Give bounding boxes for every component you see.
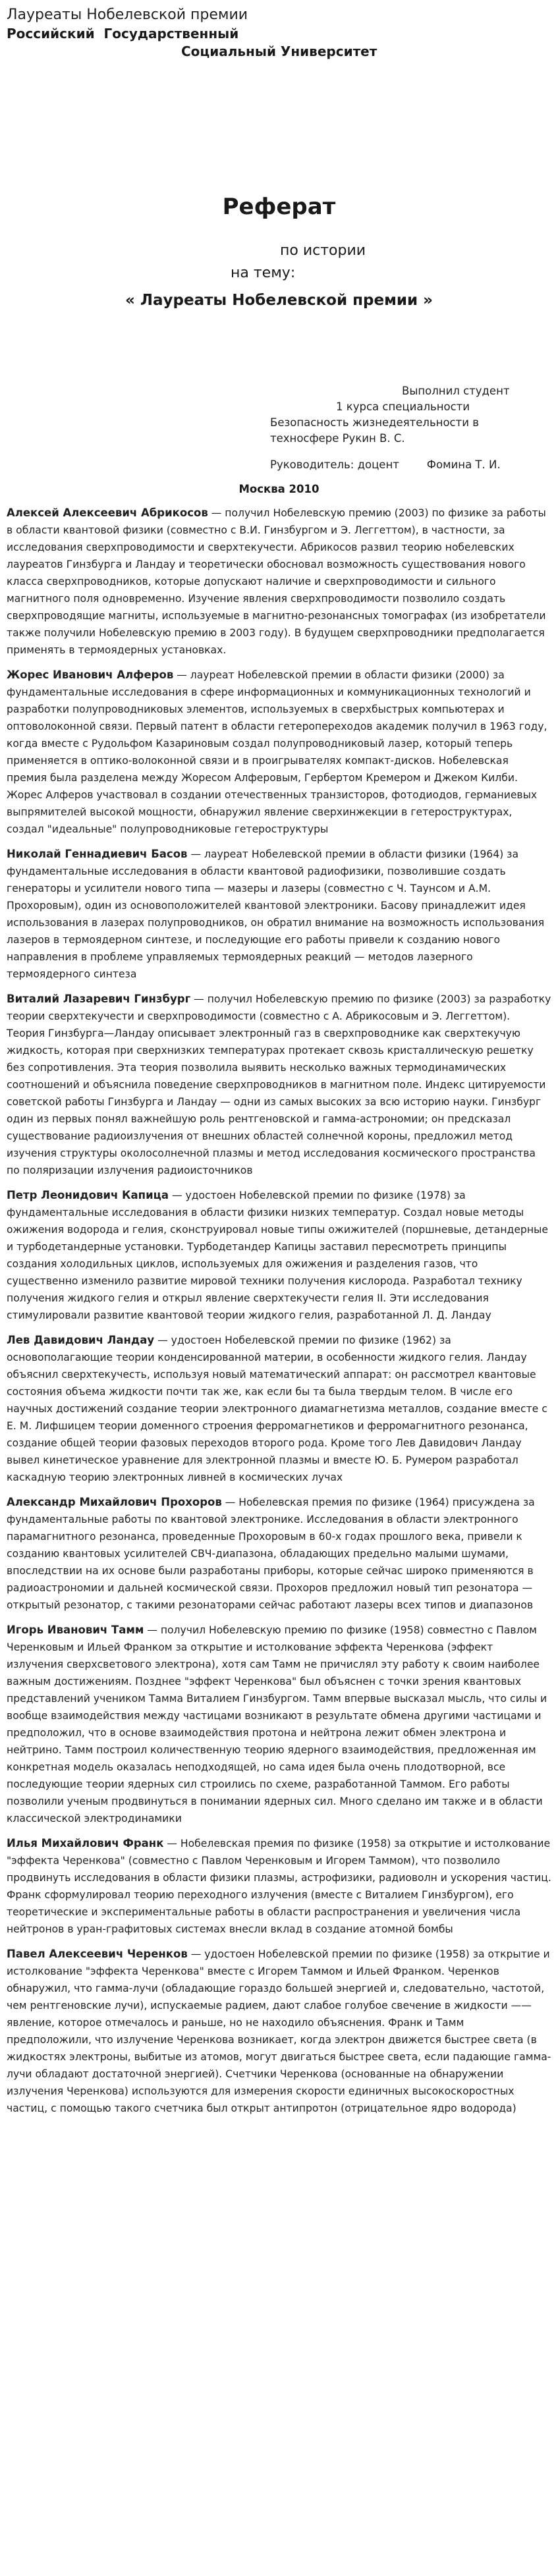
topic-label: на тему: bbox=[231, 265, 296, 281]
author-performed: Выполнил студент bbox=[402, 385, 510, 397]
laureate-name: Илья Михайлович Франк bbox=[7, 1837, 164, 1850]
city-year: Москва 2010 bbox=[238, 483, 320, 495]
university-name-line-1: Российский Государственный bbox=[7, 26, 239, 41]
report-subject: по истории bbox=[280, 242, 366, 259]
supervisor: Руководитель: доцент Фомина Т. И. bbox=[270, 458, 501, 471]
document-title: Лауреаты Нобелевской премии bbox=[7, 7, 248, 23]
laureate-description: — удостоен Нобелевской премии по физике (1962) за основополагающие теории конденсированной материи, в особенности жидкого гелия. Ландау объяснил сверхтекучесть, используя новый математический аппарат: он рассмотрел квантовые состояния объема жидкости почти так же, как если бы та была твердым телом. В числе его научных достижений создание теории электронного диамагнетизма металлов, создание вместе с Е. М. Лифшицем теории доменного строения ферромагнетиков и ферромагнитного резонанса, создание общей теории фазовых переходов второго рода. Кроме того Лев Давидович Ландау вывел кинетическое уравнение для электронной плазмы и вместе Ю. Б. Румером разработал каскадную теорию электронных ливней в космических лучах bbox=[7, 1334, 547, 1483]
laureate-paragraph bbox=[7, 505, 551, 659]
laureate-description: — лауреат Нобелевской премии в области физики (1964) за фундаментальные исследования в области квантовой радиофизики, позволившие создать генераторы и усилители нового типа — мазеры и лазеры (совместно с Ч. Таунсом и А.М. Прохоровым), один из основоположителей квантовой электроники. Басову принадлежит идея использования в лазерах полупроводников, он обратил внимание на возможность использования лазеров в термоядерном синтезе, и последующие его работы привели к созданию нового направления в проблеме управляемых термоядерных реакций — методов лазерного термоядерного синтеза bbox=[7, 848, 545, 980]
author-sphere: техносфере Рукин В. С. bbox=[270, 432, 405, 445]
laureate-name: Николай Геннадиевич Басов bbox=[7, 848, 188, 860]
laureate-description: — Нобелевская премия по физике (1958) за открытие и истолкование "эффекта Черенкова" (совместно с Павлом Черенковым и Игорем Таммом), что позволило продвинуть исследования в области физики плазмы, астрофизики, радиоволн и ускорения частиц. Франк сформулировал теорию переходного излучения (вместе с Виталием Гинзбургом), его теоретические и экспериментальные работы в области распространения и увеличения числа нейтронов в уран-графитовых системах внесли вклад в создание атомной бомбы bbox=[7, 1838, 551, 1935]
laureate-paragraph bbox=[7, 667, 551, 838]
author-block bbox=[7, 383, 551, 473]
laureate-paragraph bbox=[7, 1946, 551, 2117]
author-specialty: Безопасность жизнедеятельности в bbox=[270, 416, 479, 429]
laureate-name: Жорес Иванович Алферов bbox=[7, 669, 174, 681]
laureate-name: Лев Давидович Ландау bbox=[7, 1334, 155, 1346]
laureate-paragraph bbox=[7, 1494, 551, 1614]
laureate-description: — лауреат Нобелевской премии в области физики (2000) за фундаментальные исследования в сфере информационных и коммуникационных технологий и разработки полупроводниковых элементов, используемых в сверхбыстрых компьютерах и оптоволоконной связи. Первый патент в области гетеропереходов академик получил в 1963 году, когда вместе с Рудольфом Казариновым создал полупроводниковый лазер, который теперь применяется в оптико-волоконной связи и в проигрывателях компакт-дисков. Нобелевская премия была разделена между Жоресом Алферовым, Гербертом Кремером и Джеком Килби. Жорес Алферов участвовал в создании отечественных транзисторов, фотодиодов, германиевых выпрямителей высокой мощности, обнаружил явление сверхинжекции в гетероструктурах, создал "идеальные" полупроводниковые гетероструктуры bbox=[7, 669, 547, 835]
laureate-description: — получил Нобелевскую премию (2003) по физике за работы в области квантовой физики (совместно с В.И. Гинзбургом и Э. Леггеттом), в частности, за исследования сверхпроводимости и сверхтекучести. Абрикосов развил теорию нобелевских лауреатов Гинзбурга и Ландау и теоретически обосновал возможность существования нового класса сверхпроводников, которые допускают наличие и сверхпроводимости и сильного магнитного поля одновременно. Изучение явления сверхпроводимости позволило создать сверхпроводящие магниты, используемые в магнитно-резонансных томографах (из изобретатели также получили Нобелевскую премию в 2003 году). В будущем сверхпроводники предполагается применять в термоядерных установках. bbox=[7, 507, 546, 656]
laureates-list bbox=[7, 505, 551, 2117]
laureate-description: — получил Нобелевскую премию по физике (1958) совместно с Павлом Черенковым и Ильей Франком за открытие и истолкование эффекта Черенкова (эффект излучения сверхсветового электрона), хотя сам Тамм не причислял эту работу к своим наиболее важным достижениям. Позднее "эффект Черенкова" был объяснен с точки зрения квантовых представлений учеником Тамма Виталием Гинзбургом. Тамм впервые высказал мысль, что силы и вообще взаимодействия между частицами возникают в результате обмена другими частицами и предположил, что в основе взаимодействия протона и нейтрона лежит обмен электрона и нейтрино. Тамм построил количественную теорию ядерного взаимодействия, предложенная им конкретная модель оказалась неподходящей, но сама идея была очень плодотворной, все последующие теории ядерных сил строились по схеме, разработанной Таммом. Его работы позволили ученым продвинуться в понимании ядерных сил. Много сделано им также и в области классической электродинамики bbox=[7, 1624, 547, 1824]
laureate-description: — получил Нобелевскую премию по физике (2003) за разработку теории сверхтекучести и сверхпроводимости (совместно с А. Абрикосовым и Э. Леггеттом). Теория Гинзбурга—Ландау описывает электронный газ в сверхпроводнике как сверхтекучую жидкость, которая при сверхнизких температурах протекает сквозь кристаллическую решетку без сопротивления. Эта теория позволила выявить несколько важных термодинамических соотношений и объяснила поведение сверхпроводников в магнитном поле. Индекс цитируемости советской работы Гинзбурга и Ландау — одни из самых высоких за всю историю науки. Гинзбург один из первых понял важнейшую роль рентгеновской и гамма-астрономии; он предсказал существование радиоизлучения от внешних областей солнечной короны, предложил метод изучения структуры околосолнечной плазмы и метод исследования космического пространства по поляризации излучения радиоисточников bbox=[7, 993, 551, 1176]
laureate-name: Александр Михайлович Прохоров bbox=[7, 1496, 222, 1508]
laureate-name: Виталий Лазаревич Гинзбург bbox=[7, 993, 191, 1005]
laureate-description: — Нобелевская премия по физике (1964) присуждена за фундаментальные работы по квантовой электронике. Исследования в области электронного парамагнитного резонанса, проведенные Прохоровым в 60-х годах прошлого века, привели к созданию квантовых усилителей СВЧ-диапазона, обладающих предельно малыми шумами, впоследствии на их основе были разработаны приборы, которые сейчас широко применяются в радиоастрономии и дальней космической связи. Прохоров предложил новый тип резонатора — открытый резонатор, с такими резонаторами сейчас работают лазеры всех типов и диапазонов bbox=[7, 1496, 535, 1611]
laureate-paragraph bbox=[7, 1332, 551, 1486]
laureate-paragraph bbox=[7, 991, 551, 1179]
laureate-paragraph bbox=[7, 1622, 551, 1827]
university-name-line-2: Социальный Университет bbox=[181, 43, 377, 59]
laureate-paragraph bbox=[7, 1187, 551, 1324]
laureate-name: Игорь Иванович Тамм bbox=[7, 1624, 144, 1636]
laureate-name: Алексей Алексеевич Абрикосов bbox=[7, 507, 208, 519]
laureate-name: Павел Алексеевич Черенков bbox=[7, 1948, 188, 1960]
laureate-description: — удостоен Нобелевской премии по физике (1978) за фундаментальные исследования в области физики низких температур. Создал новые методы ожижения водорода и гелия, сконструировал новые типы ожижителей (поршневые, детандерные и турбодетандерные установки. Турбодетандер Капицы заставил пересмотреть принципы создания холодильных циклов, используемых для ожижения и разделения газов, что существенно изменило развитие мировой техники получения кислорода. Разработал технику получения жидкого гелия и открыл явление сверхтекучести гелия II. Эти исследования стимулировали развитие квантовой теории жидкого гелия, разработанной Л. Д. Ландау bbox=[7, 1190, 548, 1321]
report-title: Реферат bbox=[222, 194, 336, 220]
report-topic: « Лауреаты Нобелевской премии » bbox=[125, 292, 433, 309]
author-course: 1 курса специальности bbox=[336, 400, 470, 413]
laureate-description: — удостоен Нобелевской премии по физике (1958) за открытие и истолкование "эффекта Черенкова" вместе с Игорем Таммом и Ильей Франком. Черенков обнаружил, что гамма-лучи (обладающие гораздо большей энергией и, следовательно, частотой, чем рентгеновские лучи), испускаемые радием, дают слабое голубое свечение в жидкости —— явление, которое отмечалось и раньше, но не находило объяснения. Франк и Тамм предположили, что излучение Черенкова возникает, когда электрон движется быстрее света (в жидкостях электроны, выбитые из атомов, могут двигаться быстрее света, если падающие гамма-лучи обладают достаточной энергией). Счетчики Черенкова (основанные на обнаружении излучения Черенкова) используются для измерения скорости единичных высокоскоростных частиц, с помощью такого счетчика был открыт антипротон (отрицательное ядро водорода) bbox=[7, 1948, 551, 2114]
laureate-name: Петр Леонидович Капица bbox=[7, 1189, 169, 1201]
laureate-paragraph bbox=[7, 846, 551, 983]
laureate-paragraph bbox=[7, 1835, 551, 1938]
